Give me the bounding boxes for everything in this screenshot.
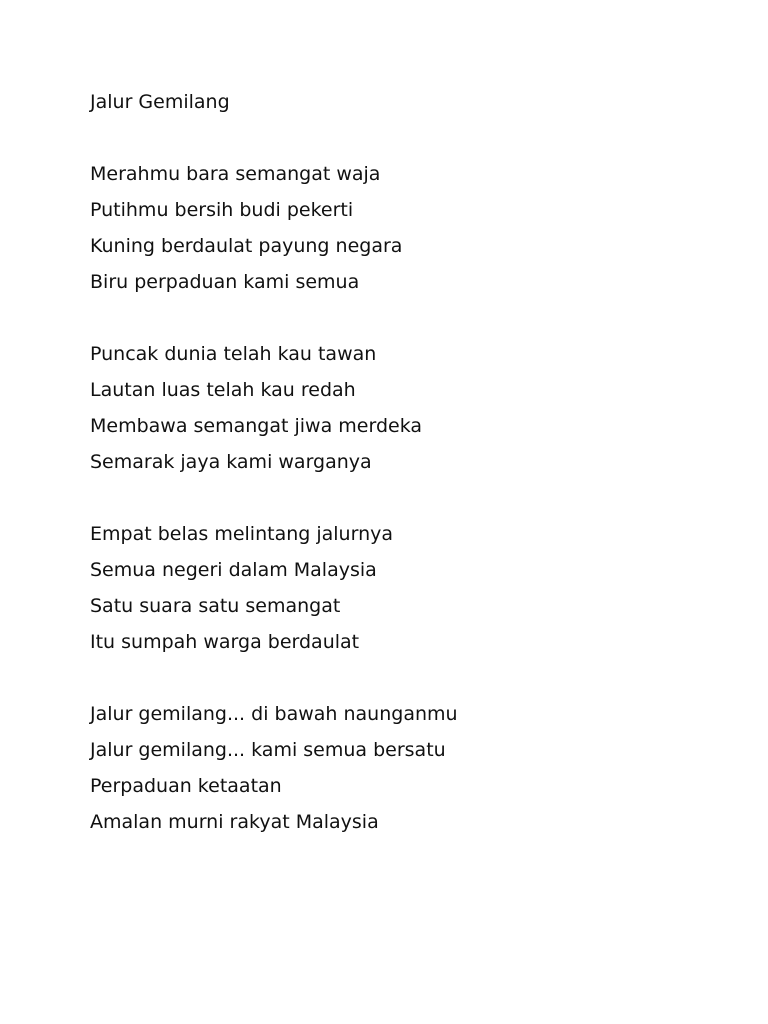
- lyric-line: Kuning berdaulat payung negara: [90, 235, 403, 257]
- stanza-4: [90, 696, 730, 840]
- lyric-line: Lautan luas telah kau redah: [90, 379, 356, 401]
- lyric-line: Merahmu bara semangat waja: [90, 163, 381, 185]
- document-title: Jalur Gemilang: [90, 91, 230, 113]
- stanza-3: [90, 516, 730, 660]
- lyric-line: Membawa semangat jiwa merdeka: [90, 415, 423, 437]
- lyric-line: Amalan murni rakyat Malaysia: [90, 811, 379, 833]
- stanza-1: [90, 156, 730, 300]
- lyric-line: Putihmu bersih budi pekerti: [90, 199, 354, 221]
- lyric-line: Semua negeri dalam Malaysia: [90, 559, 377, 581]
- lyric-line: Jalur gemilang... kami semua bersatu: [90, 739, 446, 761]
- lyric-line: Biru perpaduan kami semua: [90, 271, 360, 293]
- lyric-line: Perpaduan ketaatan: [90, 775, 282, 797]
- lyrics-body: [90, 84, 730, 876]
- lyric-line: Empat belas melintang jalurnya: [90, 523, 393, 545]
- lyric-line: Semarak jaya kami warganya: [90, 451, 372, 473]
- lyric-line: Itu sumpah warga berdaulat: [90, 631, 360, 653]
- lyric-line: Jalur gemilang... di bawah naunganmu: [90, 703, 458, 725]
- lyric-line: Satu suara satu semangat: [90, 595, 341, 617]
- stanza-2: [90, 336, 730, 480]
- lyric-line: Puncak dunia telah kau tawan: [90, 343, 377, 365]
